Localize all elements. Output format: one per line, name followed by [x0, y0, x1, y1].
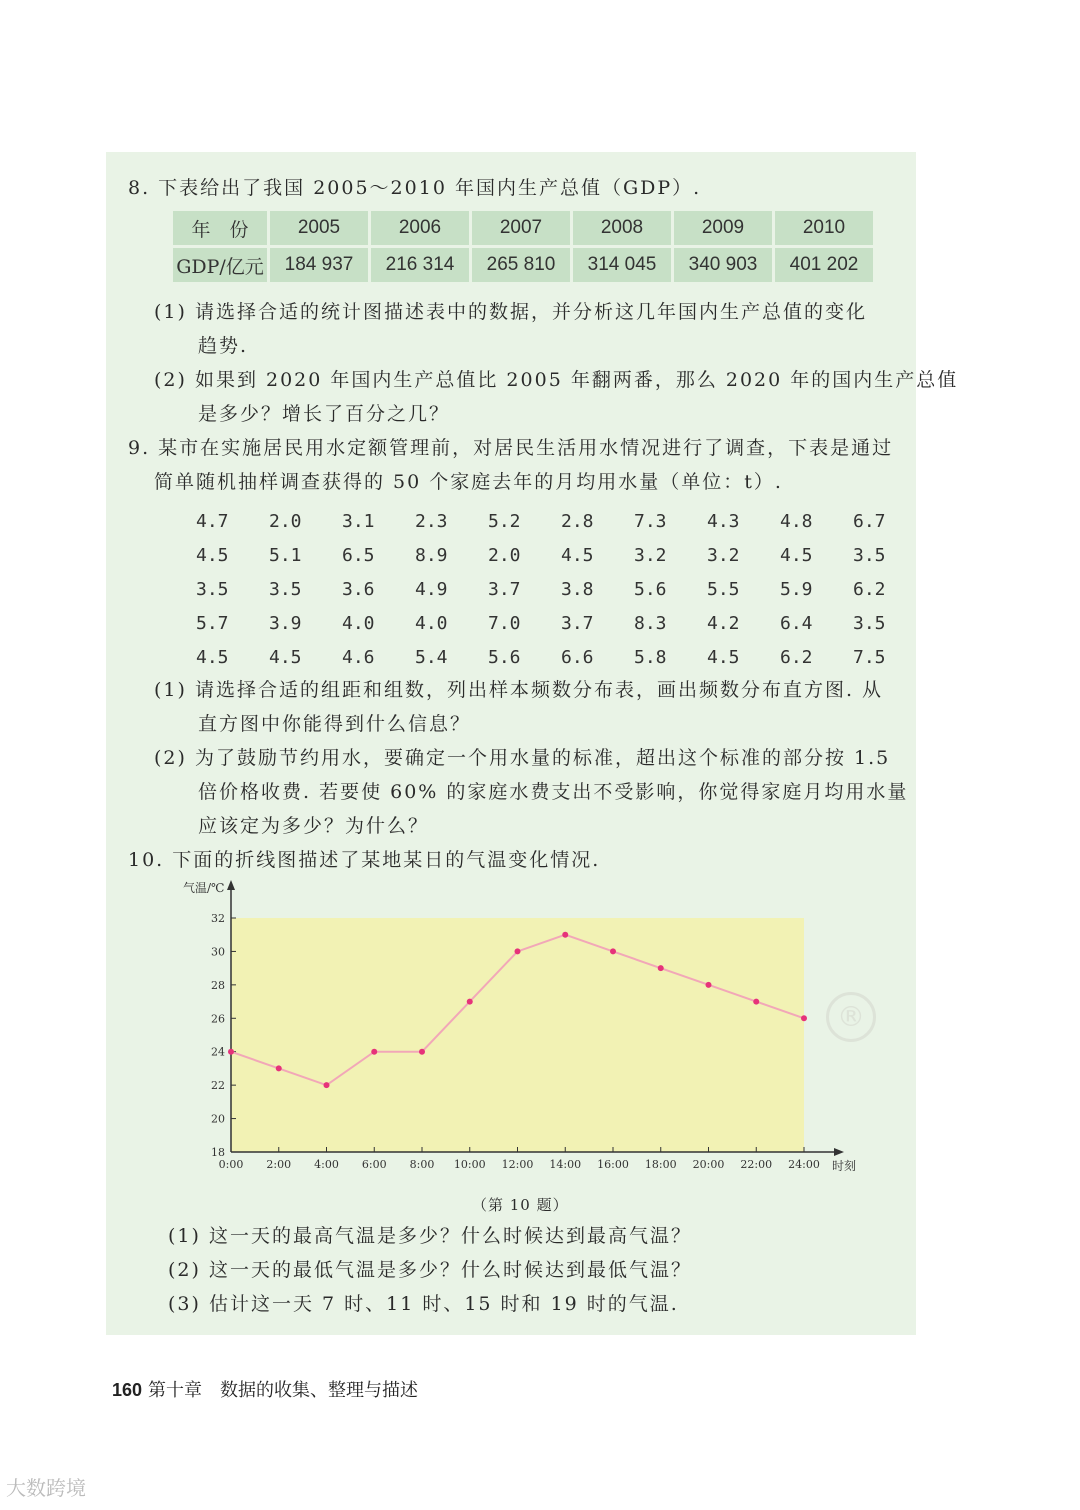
- data-value: 3.7: [488, 578, 521, 600]
- table-cell: 314 045: [573, 248, 671, 282]
- data-value: 5.6: [488, 646, 521, 668]
- y-axis-label: 气温/℃: [183, 881, 225, 895]
- table-cell: 2005: [270, 211, 368, 245]
- data-value: 7.5: [853, 646, 886, 668]
- data-value: 4.0: [342, 612, 375, 634]
- data-row: [196, 606, 926, 640]
- data-value: 5.2: [488, 510, 521, 532]
- table-header-year: 年 份: [173, 211, 267, 245]
- q9-line2: 简单随机抽样调查获得的 50 个家庭去年的月均用水量（单位：t）.: [154, 471, 783, 493]
- q8-part2-line1: (2) 如果到 2020 年国内生产总值比 2005 年翻两番，那么 2020 年的国内生产总值: [154, 369, 959, 391]
- q8-part2-line2: 是多少？增长了百分之几？: [198, 403, 451, 425]
- data-value: 5.8: [634, 646, 667, 668]
- data-point: [706, 982, 712, 988]
- water-usage-data: [196, 504, 926, 674]
- data-value: 4.5: [196, 544, 229, 566]
- data-value: 7.3: [634, 510, 667, 532]
- table-cell: 2010: [775, 211, 873, 245]
- figure-caption: （第 10 题）: [472, 1196, 569, 1214]
- table-cell: 2006: [371, 211, 469, 245]
- data-point: [610, 948, 616, 954]
- q9-part2-line3: 应该定为多少？为什么？: [198, 815, 430, 837]
- data-value: 3.1: [342, 510, 375, 532]
- y-axis-arrow: [227, 880, 235, 890]
- q8-part1-line1: (1) 请选择合适的统计图描述表中的数据，并分析这几年国内生产总值的变化: [154, 301, 867, 323]
- data-value: 3.5: [853, 612, 886, 634]
- x-tick-label: 18:00: [644, 1158, 677, 1171]
- x-tick-label: 10:00: [453, 1158, 486, 1171]
- data-point: [467, 999, 473, 1005]
- x-tick-label: 20:00: [692, 1158, 725, 1171]
- x-tick-label: 14:00: [549, 1158, 582, 1171]
- data-value: 4.2: [707, 612, 740, 634]
- temperature-line-chart: [176, 872, 856, 1202]
- table-cell: 340 903: [674, 248, 772, 282]
- data-value: 6.6: [561, 646, 594, 668]
- temperature-chart: [176, 872, 856, 1202]
- data-value: 8.9: [415, 544, 448, 566]
- data-value: 3.5: [196, 578, 229, 600]
- y-tick-label: 32: [211, 912, 225, 925]
- q10-part1: (1) 这一天的最高气温是多少？什么时候达到最高气温？: [168, 1225, 692, 1247]
- data-point: [562, 932, 568, 938]
- data-value: 4.5: [780, 544, 813, 566]
- data-value: 3.5: [853, 544, 886, 566]
- data-value: 3.5: [269, 578, 302, 600]
- data-point: [371, 1049, 377, 1055]
- data-value: 4.9: [415, 578, 448, 600]
- q8-part1-line2: 趋势.: [198, 335, 249, 357]
- q10-part2: (2) 这一天的最低气温是多少？什么时候达到最低气温？: [168, 1259, 692, 1281]
- data-value: 3.8: [561, 578, 594, 600]
- data-value: 3.9: [269, 612, 302, 634]
- x-tick-label: 0:00: [218, 1158, 244, 1171]
- data-point: [801, 1015, 807, 1021]
- data-row: [196, 538, 926, 572]
- data-value: 5.9: [780, 578, 813, 600]
- data-point: [753, 999, 759, 1005]
- data-value: 2.8: [561, 510, 594, 532]
- data-value: 5.5: [707, 578, 740, 600]
- table-cell: 265 810: [472, 248, 570, 282]
- y-tick-label: 28: [211, 978, 225, 992]
- data-row: [196, 640, 926, 674]
- table-cell: 216 314: [371, 248, 469, 282]
- y-tick-label: 22: [211, 1079, 225, 1093]
- data-value: 4.3: [707, 510, 740, 532]
- data-value: 4.5: [269, 646, 302, 668]
- y-tick-label: 26: [211, 1012, 225, 1026]
- x-axis-label: 时刻: [832, 1159, 856, 1173]
- data-row: [196, 504, 926, 538]
- data-value: 4.5: [561, 544, 594, 566]
- x-tick-label: 4:00: [314, 1158, 339, 1171]
- x-tick-label: 8:00: [409, 1158, 435, 1171]
- x-tick-label: 16:00: [597, 1158, 629, 1171]
- data-value: 6.2: [780, 646, 813, 668]
- data-value: 5.6: [634, 578, 667, 600]
- page-number: 160: [112, 1380, 143, 1400]
- table-cell: 2007: [472, 211, 570, 245]
- data-value: 2.0: [269, 510, 302, 532]
- x-tick-label: 6:00: [361, 1158, 387, 1171]
- exercise-panel: [106, 152, 959, 1335]
- page-footer: [112, 1376, 418, 1402]
- data-point: [228, 1049, 234, 1055]
- x-tick-label: 12:00: [501, 1158, 534, 1171]
- data-value: 4.5: [707, 646, 740, 668]
- gdp-table: [170, 208, 876, 285]
- corner-watermark: 大数跨境: [6, 1476, 86, 1500]
- data-value: 4.8: [780, 510, 813, 532]
- data-value: 3.2: [707, 544, 740, 566]
- data-row: [196, 572, 926, 606]
- data-point: [515, 948, 521, 954]
- q10-part3: (3) 估计这一天 7 时、11 时、15 时和 19 时的气温.: [168, 1293, 679, 1315]
- data-value: 3.7: [561, 612, 594, 634]
- q9-part1-line1: (1) 请选择合适的组距和组数，列出样本频数分布表，画出频数分布直方图. 从: [154, 679, 884, 701]
- x-tick-label: 24:00: [788, 1158, 820, 1171]
- table-cell: 2008: [573, 211, 671, 245]
- q10-title: 10. 下面的折线图描述了某地某日的气温变化情况.: [128, 849, 601, 871]
- y-tick-label: 18: [211, 1146, 225, 1159]
- y-tick-label: 30: [211, 945, 225, 959]
- data-value: 5.4: [415, 646, 448, 668]
- data-value: 5.7: [196, 612, 229, 634]
- data-value: 7.0: [488, 612, 521, 634]
- data-value: 6.4: [780, 612, 813, 634]
- data-value: 8.3: [634, 612, 667, 634]
- x-tick-label: 22:00: [740, 1158, 773, 1171]
- table-header-gdp: GDP/亿元: [173, 248, 267, 282]
- data-value: 5.1: [269, 544, 302, 566]
- data-value: 4.5: [196, 646, 229, 668]
- data-value: 2.3: [415, 510, 448, 532]
- data-value: 4.6: [342, 646, 375, 668]
- data-value: 4.0: [415, 612, 448, 634]
- data-value: 3.2: [634, 544, 667, 566]
- q9-part2-line1: (2) 为了鼓励节约用水，要确定一个用水量的标准，超出这个标准的部分按 1.5: [154, 747, 891, 769]
- data-value: 4.7: [196, 510, 229, 532]
- data-point: [324, 1082, 330, 1088]
- chapter-title: 第十章 数据的收集、整理与描述: [148, 1380, 419, 1400]
- data-point: [419, 1049, 425, 1055]
- q9-part1-line2: 直方图中你能得到什么信息？: [198, 713, 472, 735]
- q9-line1: 9. 某市在实施居民用水定额管理前，对居民生活用水情况进行了调查，下表是通过: [128, 437, 894, 459]
- q8-title: 8. 下表给出了我国 2005～2010 年国内生产总值（GDP）.: [128, 177, 702, 199]
- y-tick-label: 24: [211, 1045, 225, 1059]
- x-axis-arrow: [834, 1148, 844, 1156]
- registered-mark-icon: ®: [826, 992, 876, 1042]
- y-tick-label: 20: [211, 1112, 225, 1126]
- data-value: 3.6: [342, 578, 375, 600]
- table-row: [173, 211, 873, 245]
- data-value: 6.2: [853, 578, 886, 600]
- data-value: 6.7: [853, 510, 886, 532]
- data-point: [658, 965, 664, 971]
- data-value: 2.0: [488, 544, 521, 566]
- table-row: [173, 248, 873, 282]
- q9-part2-line2: 倍价格收费. 若要使 60% 的家庭水费支出不受影响，你觉得家庭月均用水量: [198, 781, 909, 803]
- table-cell: 184 937: [270, 248, 368, 282]
- table-cell: 2009: [674, 211, 772, 245]
- table-cell: 401 202: [775, 248, 873, 282]
- x-tick-label: 2:00: [266, 1158, 292, 1171]
- data-value: 6.5: [342, 544, 375, 566]
- data-point: [276, 1065, 282, 1071]
